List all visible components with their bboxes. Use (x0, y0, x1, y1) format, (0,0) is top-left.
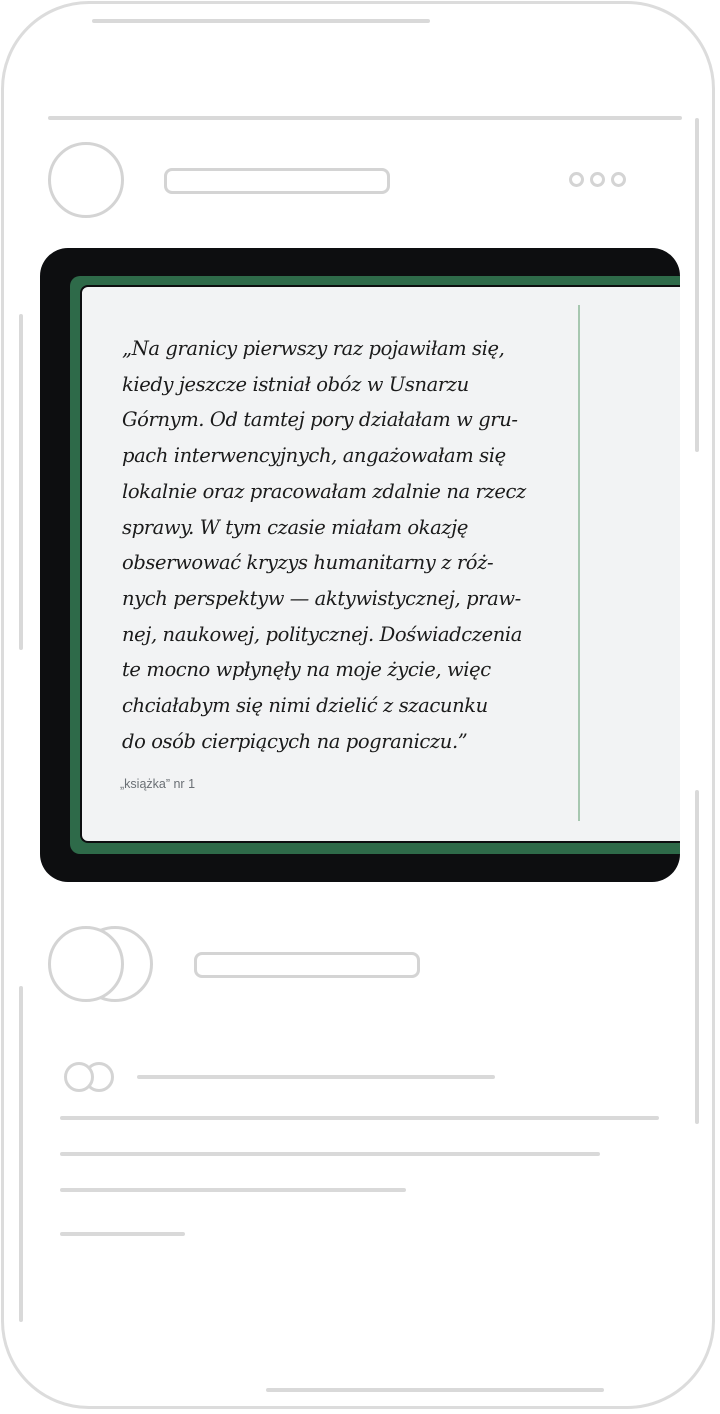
avatar[interactable] (48, 142, 124, 218)
card-paper (80, 285, 680, 843)
status-bar-divider (48, 116, 682, 120)
caption-line (60, 1152, 600, 1156)
card-accent-border (70, 276, 680, 854)
more-options-dot (590, 172, 605, 187)
phone-side-button-left (19, 314, 23, 650)
action-icon-front[interactable] (48, 926, 124, 1002)
caption-line (60, 1232, 185, 1236)
caption-line (60, 1188, 406, 1192)
more-options-dot (611, 172, 626, 187)
more-options-icon[interactable] (569, 172, 626, 187)
phone-side-button-right-top (695, 118, 699, 452)
source-label: „książka” nr 1 (120, 777, 196, 791)
vertical-divider (578, 305, 580, 821)
quote-text: „Na granicy pierwszy raz pojawiłam się, kiedy jeszcze istniał obóz w Usnarzu Górnym. Od tamtej pory działałam w gru- pach interwencyjnych, angażowałam się lokalnie oraz pracowałam zdalnie na rzecz sprawy. W tym czasie miałam okazję obserwować kryzys humanitarny z róż- nych perspektyw — aktywistycznej, praw- nej, naukowej, politycznej. Doświadczenia te mocno wpłynęły na moje życie, więc chciałabym się nimi dzielić z szacunku do osób cierpiących na pograniczu.” (122, 337, 526, 753)
action-label-placeholder[interactable] (194, 952, 420, 978)
home-indicator (266, 1388, 604, 1392)
phone-side-button-right-bottom (695, 790, 699, 1124)
username-placeholder[interactable] (164, 168, 390, 194)
phone-side-button-left-bottom (19, 986, 23, 1322)
post-image-card[interactable] (40, 248, 680, 882)
more-options-dot (569, 172, 584, 187)
likes-icon[interactable] (62, 1062, 116, 1092)
likes-text-placeholder (137, 1075, 495, 1079)
phone-speaker (92, 19, 430, 23)
likes-icon-circle-front (64, 1062, 94, 1092)
caption-line (60, 1116, 659, 1120)
